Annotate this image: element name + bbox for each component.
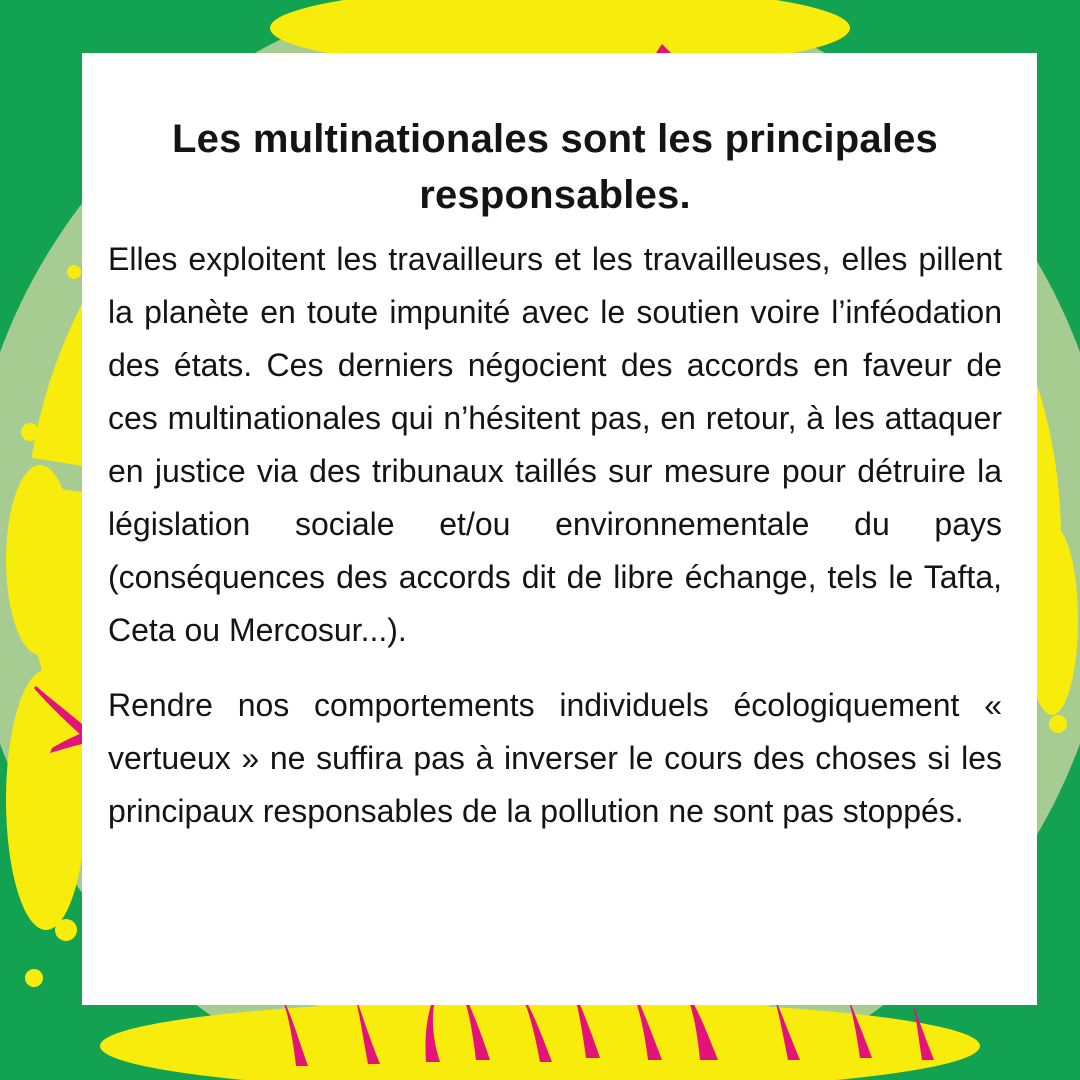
- card-title: [108, 111, 1002, 223]
- card-title-line-1: Les multinationales sont les principales: [172, 117, 938, 161]
- card-paragraph-1: Elles exploitent les travailleurs et les travailleuses, elles pillent la planète en toute impunité avec le soutien voire l’inféodation des états. Ces derniers négocient des accords en faveur de ces multinationales qui n’hésitent pas, en retour, à les attaquer en justice via des tribunaux taillés sur mesure pour détruire la législation sociale et/ou environnementale du pays (conséquences des accords dit de libre échange, tels le Tafta, Ceta ou Mercosur...).: [108, 241, 1002, 648]
- text-card: [82, 53, 1037, 1005]
- card-body: [108, 233, 1002, 838]
- card-title-line-2: responsables.: [419, 173, 691, 217]
- card-paragraph-2: Rendre nos comportements individuels écologiquement « vertueux » ne suffira pas à inverser le cours des choses si les principaux responsables de la pollution ne sont pas stoppés.: [108, 687, 1002, 829]
